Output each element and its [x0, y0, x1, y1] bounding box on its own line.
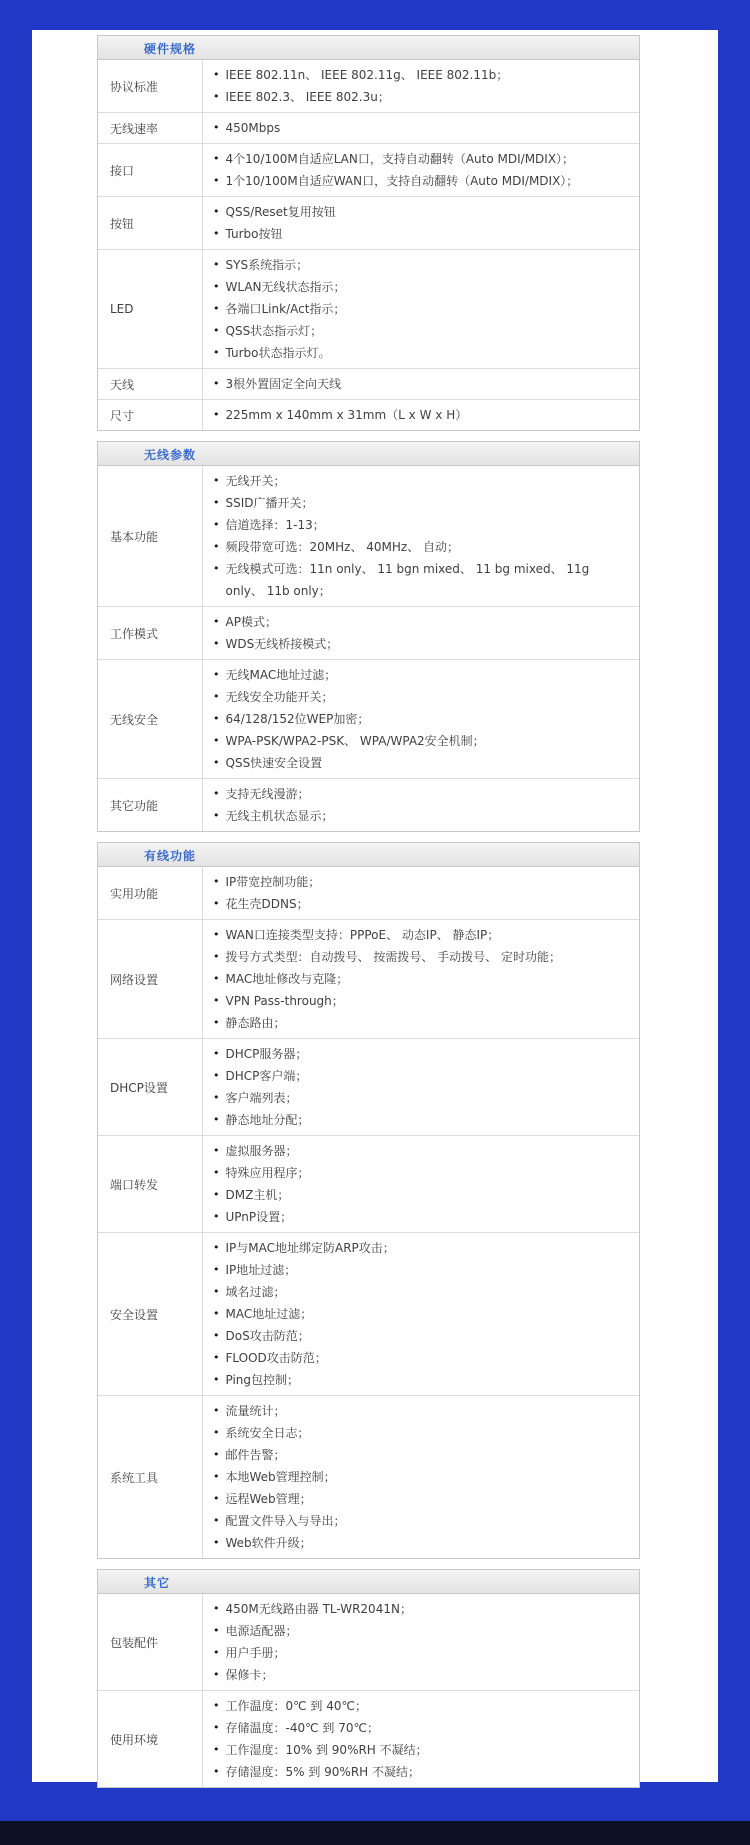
spec-row-label: 实用功能	[98, 867, 203, 919]
spec-row	[98, 250, 639, 369]
section-rows	[98, 867, 639, 1558]
spec-row	[98, 779, 639, 831]
bullet-icon: •	[213, 615, 220, 628]
spec-bullet-item	[211, 514, 627, 536]
spec-row-label: 端口转发	[98, 1136, 203, 1232]
bullet-text: 花生壳DDNS；	[225, 897, 309, 911]
bullet-text: MAC地址修改与克隆；	[225, 972, 349, 986]
spec-bullet-item	[211, 1717, 627, 1739]
bullet-text: 流量统计；	[225, 1404, 286, 1418]
spec-bullet-item	[211, 1184, 627, 1206]
bullet-text: QSS/Reset复用按钮	[225, 205, 336, 219]
bullet-text: DMZ主机；	[225, 1188, 290, 1202]
spec-row-label: 无线安全	[98, 660, 203, 778]
spec-row-content	[203, 867, 639, 919]
spec-bullet-item	[211, 752, 627, 774]
spec-bullet-item	[211, 1761, 627, 1783]
spec-bullet-item	[211, 1087, 627, 1109]
bullet-icon: •	[213, 1743, 220, 1756]
spec-bullet-item	[211, 1369, 627, 1391]
bullet-text: 域名过滤；	[225, 1285, 286, 1299]
spec-bullet-item	[211, 342, 627, 364]
bullet-text: 无线开关；	[225, 474, 286, 488]
spec-row	[98, 867, 639, 920]
bullet-text: 工作湿度：10% 到 90%RH 不凝结；	[225, 1743, 428, 1757]
bullet-icon: •	[213, 1047, 220, 1060]
spec-bullet-item	[211, 1012, 627, 1034]
spec-row-label: 基本功能	[98, 466, 203, 606]
bullet-text: 拨号方式类型：自动拨号、 按需拨号、 手动拨号、 定时功能；	[225, 950, 561, 964]
bullet-icon: •	[213, 734, 220, 747]
spec-bullet-item	[211, 783, 627, 805]
bullet-icon: •	[213, 994, 220, 1007]
spec-row	[98, 113, 639, 144]
bullet-icon: •	[213, 174, 220, 187]
spec-bullet-item	[211, 254, 627, 276]
bullet-text: 支持无线漫游；	[225, 787, 310, 801]
bullet-text: 客户端列表；	[225, 1091, 298, 1105]
bullet-icon: •	[213, 1188, 220, 1201]
spec-row	[98, 1136, 639, 1233]
bullet-text: 特殊应用程序；	[225, 1166, 310, 1180]
bullet-icon: •	[213, 712, 220, 725]
bullet-text: 225mm x 140mm x 31mm（L x W x H）	[225, 408, 468, 422]
bullet-icon: •	[213, 408, 220, 421]
bullet-icon: •	[213, 280, 220, 293]
spec-bullet-item	[211, 117, 627, 139]
spec-bullet-item	[211, 320, 627, 342]
spec-bullet-item	[211, 871, 627, 893]
spec-row	[98, 60, 639, 113]
spec-bullet-item	[211, 1259, 627, 1281]
spec-bullet-item	[211, 1347, 627, 1369]
section-header	[98, 36, 639, 60]
spec-row-label: 天线	[98, 369, 203, 399]
spec-bullet-item	[211, 1162, 627, 1184]
spec-row-content	[203, 60, 639, 112]
bullet-icon: •	[213, 1091, 220, 1104]
spec-row	[98, 400, 639, 430]
spec-bullet-item	[211, 170, 627, 192]
bullet-icon: •	[213, 1069, 220, 1082]
spec-row-label: 尺寸	[98, 400, 203, 430]
spec-row	[98, 197, 639, 250]
spec-bullet-item	[211, 536, 627, 558]
section-rows	[98, 466, 639, 831]
spec-row-label: 无线速率	[98, 113, 203, 143]
bullet-icon: •	[213, 121, 220, 134]
bullet-text: DoS攻击防范；	[225, 1329, 310, 1343]
spec-row	[98, 466, 639, 607]
bullet-icon: •	[213, 1404, 220, 1417]
bullet-icon: •	[213, 756, 220, 769]
bullet-text: 无线MAC地址过滤；	[225, 668, 337, 682]
bullet-icon: •	[213, 1721, 220, 1734]
bullet-icon: •	[213, 637, 220, 650]
bullet-text: FLOOD攻击防范；	[225, 1351, 327, 1365]
spec-bullet-item	[211, 633, 627, 655]
bullet-text: UPnP设置；	[225, 1210, 293, 1224]
section-header	[98, 843, 639, 867]
bullet-icon: •	[213, 90, 220, 103]
bullet-icon: •	[213, 205, 220, 218]
spec-section	[97, 441, 640, 832]
spec-row	[98, 607, 639, 660]
spec-row-content	[203, 400, 639, 430]
spec-bullet-item	[211, 1620, 627, 1642]
spec-tables	[97, 35, 640, 1798]
bullet-icon: •	[213, 1113, 220, 1126]
spec-row-content	[203, 197, 639, 249]
bullet-text: IEEE 802.3、 IEEE 802.3u；	[225, 90, 390, 104]
spec-row	[98, 920, 639, 1039]
bullet-text: 本地Web管理控制；	[225, 1470, 336, 1484]
spec-bullet-item	[211, 611, 627, 633]
bullet-icon: •	[213, 227, 220, 240]
bullet-text: 工作温度：0℃ 到 40℃；	[225, 1699, 367, 1713]
spec-row-content	[203, 1233, 639, 1395]
spec-bullet-item	[211, 1325, 627, 1347]
spec-bullet-item	[211, 492, 627, 514]
spec-bullet-item	[211, 1140, 627, 1162]
bullet-icon: •	[213, 346, 220, 359]
spec-bullet-item	[211, 1043, 627, 1065]
bullet-text: IEEE 802.11n、 IEEE 802.11g、 IEEE 802.11b；	[225, 68, 509, 82]
bullet-text: 用户手册；	[225, 1646, 286, 1660]
section-title: 硬件规格	[144, 42, 197, 56]
bullet-icon: •	[213, 1536, 220, 1549]
bullet-icon: •	[213, 1699, 220, 1712]
bullet-icon: •	[213, 540, 220, 553]
bullet-text: 远程Web管理；	[225, 1492, 312, 1506]
spec-row-content	[203, 607, 639, 659]
spec-bullet-item	[211, 893, 627, 915]
bullet-text: 64/128/152位WEP加密；	[225, 712, 370, 726]
bullet-icon: •	[213, 787, 220, 800]
bullet-text: QSS状态指示灯；	[225, 324, 323, 338]
bullet-icon: •	[213, 1307, 220, 1320]
bullet-icon: •	[213, 496, 220, 509]
spec-row-label: 安全设置	[98, 1233, 203, 1395]
bottom-strip	[0, 1821, 750, 1845]
spec-bullet-item	[211, 1422, 627, 1444]
bullet-text: SSID广播开关；	[225, 496, 314, 510]
bullet-icon: •	[213, 324, 220, 337]
content-panel	[32, 30, 718, 1782]
spec-row	[98, 1233, 639, 1396]
spec-bullet-item	[211, 1206, 627, 1228]
spec-row-label: 协议标准	[98, 60, 203, 112]
bullet-icon: •	[213, 1624, 220, 1637]
spec-bullet-item	[211, 298, 627, 320]
spec-row-label: LED	[98, 250, 203, 368]
spec-bullet-item	[211, 1510, 627, 1532]
spec-bullet-item	[211, 1065, 627, 1087]
bullet-icon: •	[213, 302, 220, 315]
section-rows	[98, 1594, 639, 1787]
spec-row-label: 包装配件	[98, 1594, 203, 1690]
spec-bullet-item	[211, 1642, 627, 1664]
bullet-icon: •	[213, 1016, 220, 1029]
spec-bullet-item	[211, 1598, 627, 1620]
bullet-text: 邮件告警；	[225, 1448, 286, 1462]
spec-row-content	[203, 1039, 639, 1135]
section-title: 无线参数	[144, 448, 197, 462]
bullet-icon: •	[213, 1470, 220, 1483]
spec-bullet-item	[211, 1281, 627, 1303]
bullet-text: WAN口连接类型支持：PPPoE、 动态IP、 静态IP；	[225, 928, 500, 942]
bullet-text: 1个10/100M自适应WAN口，支持自动翻转（Auto MDI/MDIX）；	[225, 174, 579, 188]
bullet-icon: •	[213, 1426, 220, 1439]
spec-row	[98, 660, 639, 779]
bullet-icon: •	[213, 690, 220, 703]
bullet-text: QSS快速安全设置	[225, 756, 323, 770]
bullet-text: 各端口Link/Act指示；	[225, 302, 346, 316]
spec-row-content	[203, 1396, 639, 1558]
spec-bullet-item	[211, 968, 627, 990]
spec-bullet-item	[211, 1664, 627, 1686]
spec-bullet-item	[211, 1444, 627, 1466]
bullet-icon: •	[213, 668, 220, 681]
bullet-icon: •	[213, 1514, 220, 1527]
spec-bullet-item	[211, 373, 627, 395]
spec-bullet-item	[211, 404, 627, 426]
spec-row	[98, 1039, 639, 1136]
bullet-icon: •	[213, 950, 220, 963]
bullet-text: WLAN无线状态指示；	[225, 280, 346, 294]
spec-bullet-item	[211, 223, 627, 245]
section-rows	[98, 60, 639, 430]
spec-bullet-item	[211, 1400, 627, 1422]
section-title: 其它	[144, 1576, 171, 1590]
bullet-text: IP地址过滤；	[225, 1263, 297, 1277]
spec-bullet-item	[211, 86, 627, 108]
spec-section	[97, 35, 640, 431]
spec-bullet-item	[211, 946, 627, 968]
spec-section	[97, 842, 640, 1559]
bullet-text: 虚拟服务器；	[225, 1144, 298, 1158]
spec-row-label: 系统工具	[98, 1396, 203, 1558]
bullet-text: 无线安全功能开关；	[225, 690, 334, 704]
spec-bullet-item	[211, 730, 627, 752]
spec-row-label: 网络设置	[98, 920, 203, 1038]
bullet-icon: •	[213, 1602, 220, 1615]
spec-bullet-item	[211, 1237, 627, 1259]
spec-row	[98, 1691, 639, 1787]
bullet-text: SYS系统指示；	[225, 258, 309, 272]
spec-row-content	[203, 1691, 639, 1787]
bullet-text: Turbo按钮	[225, 227, 283, 241]
bullet-text: IP与MAC地址绑定防ARP攻击；	[225, 1241, 395, 1255]
bullet-text: 频段带宽可选：20MHz、 40MHz、 自动；	[225, 540, 460, 554]
bullet-text: 无线模式可选：11n only、 11 bgn mixed、 11 bg mixed、 11g only、 11b only；	[225, 562, 590, 598]
spec-bullet-item	[211, 201, 627, 223]
bullet-icon: •	[213, 518, 220, 531]
spec-row	[98, 369, 639, 400]
spec-bullet-item	[211, 1532, 627, 1554]
spec-row	[98, 1396, 639, 1558]
bullet-icon: •	[213, 258, 220, 271]
bullet-icon: •	[213, 1492, 220, 1505]
bullet-icon: •	[213, 377, 220, 390]
section-title: 有线功能	[144, 849, 197, 863]
spec-row-label: 其它功能	[98, 779, 203, 831]
bullet-text: 信道选择：1-13；	[225, 518, 325, 532]
bullet-text: Ping包控制；	[225, 1373, 300, 1387]
bullet-text: 450Mbps	[225, 121, 281, 135]
bullet-icon: •	[213, 68, 220, 81]
bullet-text: 静态路由；	[225, 1016, 286, 1030]
bullet-icon: •	[213, 928, 220, 941]
bullet-text: 450M无线路由器 TL-WR2041N；	[225, 1602, 412, 1616]
spec-row-label: 工作模式	[98, 607, 203, 659]
bullet-text: 系统安全日志；	[225, 1426, 310, 1440]
bullet-icon: •	[213, 972, 220, 985]
spec-row-content	[203, 1594, 639, 1690]
spec-bullet-item	[211, 470, 627, 492]
spec-row-content	[203, 1136, 639, 1232]
spec-row-label: 使用环境	[98, 1691, 203, 1787]
spec-bullet-item	[211, 664, 627, 686]
bullet-icon: •	[213, 1263, 220, 1276]
bullet-text: Web软件升级；	[225, 1536, 312, 1550]
spec-bullet-item	[211, 148, 627, 170]
bullet-text: 无线主机状态显示；	[225, 809, 334, 823]
spec-bullet-item	[211, 558, 627, 602]
spec-row-label: DHCP设置	[98, 1039, 203, 1135]
spec-row	[98, 1594, 639, 1691]
bullet-icon: •	[213, 1373, 220, 1386]
spec-row	[98, 144, 639, 197]
bullet-icon: •	[213, 1351, 220, 1364]
spec-row-content	[203, 113, 639, 143]
bullet-text: MAC地址过滤；	[225, 1307, 313, 1321]
bullet-text: IP带宽控制功能；	[225, 875, 321, 889]
bullet-text: WDS无线桥接模式；	[225, 637, 339, 651]
spec-row-content	[203, 779, 639, 831]
spec-row-label: 按钮	[98, 197, 203, 249]
spec-bullet-item	[211, 1488, 627, 1510]
spec-row-content	[203, 466, 639, 606]
bullet-icon: •	[213, 1285, 220, 1298]
spec-row-content	[203, 144, 639, 196]
bullet-text: 存储温度：-40℃ 到 70℃；	[225, 1721, 379, 1735]
spec-row-label: 接口	[98, 144, 203, 196]
bullet-icon: •	[213, 152, 220, 165]
spec-bullet-item	[211, 1466, 627, 1488]
bullet-icon: •	[213, 1241, 220, 1254]
spec-bullet-item	[211, 1303, 627, 1325]
bullet-text: DHCP客户端；	[225, 1069, 308, 1083]
spec-bullet-item	[211, 1109, 627, 1131]
bullet-text: VPN Pass-through；	[225, 994, 344, 1008]
section-header	[98, 442, 639, 466]
bullet-icon: •	[213, 1646, 220, 1659]
bullet-text: Turbo状态指示灯。	[225, 346, 331, 360]
bullet-icon: •	[213, 1765, 220, 1778]
bullet-text: 4个10/100M自适应LAN口，支持自动翻转（Auto MDI/MDIX）；	[225, 152, 575, 166]
bullet-text: 保修卡；	[225, 1668, 274, 1682]
spec-bullet-item	[211, 805, 627, 827]
bullet-icon: •	[213, 897, 220, 910]
bullet-icon: •	[213, 1210, 220, 1223]
spec-bullet-item	[211, 990, 627, 1012]
bullet-text: DHCP服务器；	[225, 1047, 308, 1061]
bullet-icon: •	[213, 809, 220, 822]
spec-row-content	[203, 369, 639, 399]
spec-bullet-item	[211, 924, 627, 946]
spec-bullet-item	[211, 64, 627, 86]
spec-bullet-item	[211, 1695, 627, 1717]
bullet-text: WPA-PSK/WPA2-PSK、 WPA/WPA2安全机制；	[225, 734, 485, 748]
bullet-icon: •	[213, 474, 220, 487]
spec-row-content	[203, 920, 639, 1038]
bullet-text: 静态地址分配；	[225, 1113, 310, 1127]
bullet-text: 存储湿度：5% 到 90%RH 不凝结；	[225, 1765, 421, 1779]
bullet-text: 电源适配器；	[225, 1624, 298, 1638]
spec-bullet-item	[211, 276, 627, 298]
spec-bullet-item	[211, 686, 627, 708]
spec-bullet-item	[211, 1739, 627, 1761]
bullet-icon: •	[213, 1329, 220, 1342]
bullet-text: AP模式；	[225, 615, 277, 629]
bullet-icon: •	[213, 1448, 220, 1461]
bullet-text: 配置文件导入与导出；	[225, 1514, 346, 1528]
bullet-icon: •	[213, 1668, 220, 1681]
bullet-text: 3根外置固定全向天线	[225, 377, 342, 391]
section-header	[98, 1570, 639, 1594]
bullet-icon: •	[213, 1166, 220, 1179]
spec-row-content	[203, 660, 639, 778]
bullet-icon: •	[213, 1144, 220, 1157]
spec-section	[97, 1569, 640, 1788]
bullet-icon: •	[213, 875, 220, 888]
spec-row-content	[203, 250, 639, 368]
spec-bullet-item	[211, 708, 627, 730]
bullet-icon: •	[213, 562, 220, 575]
